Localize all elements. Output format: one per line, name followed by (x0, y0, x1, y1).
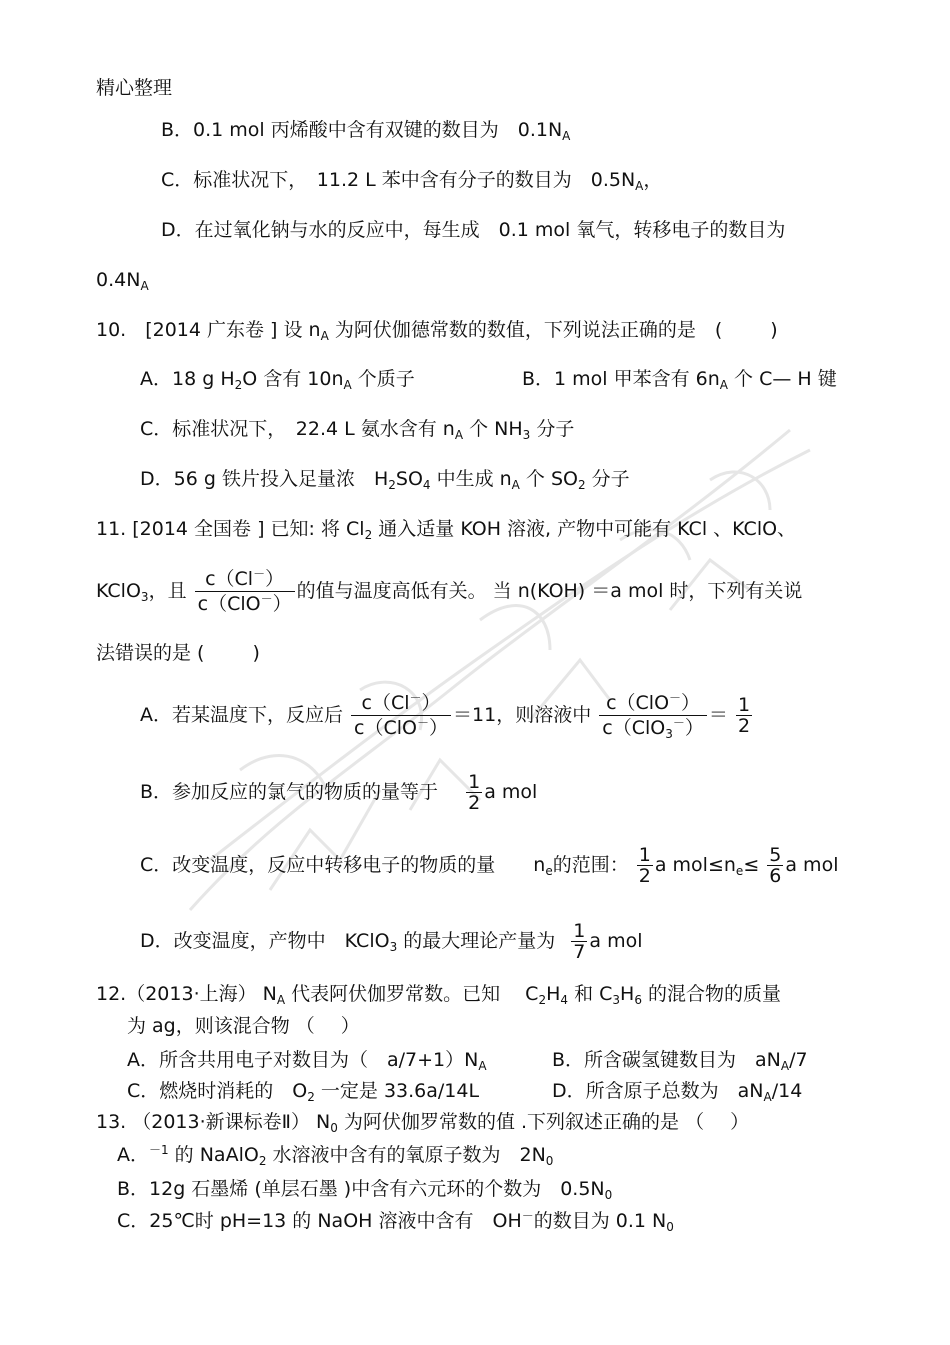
q11-a-fraction-2: $\frac{c(ClO^-)}{c(ClO_3^-)}$ (599, 692, 707, 739)
q12-option-d: D．所含原子总数为 $aN_A/14$ (552, 1080, 803, 1104)
q11-a-fraction-1: $\frac{c(Cl^-)}{c(ClO^-)}$ (351, 692, 451, 739)
q11-d-fraction: $\frac{1}{7}$ (573, 920, 586, 963)
q10-stem: 10. [2014 广东卷 ] 设 $n_A$ 为阿伏伽德常数的数值，下列说法正确的是 ( ) (96, 319, 778, 343)
q11-ratio-fraction: $\frac{c(Cl^-)}{c(ClO^-)}$ (195, 568, 295, 615)
q11-stem-line3: 法错误的是 ( ) (96, 642, 260, 664)
q11-stem-line2: KClO$_3$，且 $\frac{c(Cl^-)}{c(ClO^-)}$ 的值与温度高低有关。 当 n(KOH) ＝a mol 时，下列有关说 (96, 567, 803, 615)
q12-option-a: A．所含共用电子对数目为（ $a/7+1)N_A$ (127, 1049, 487, 1073)
q13-option-a: A．$^{-1}$ 的 NaAlO$_2$ 水溶液中含有的氧原子数为 $2N_0$ (117, 1143, 554, 1168)
q12-option-b: B．所含碳氢键数目为 $aN_A/7$ (552, 1049, 808, 1073)
q11-option-b: B．参加反应的氯气的物质的量等于 $\frac{1}{2}$ a mol (140, 771, 538, 814)
q9-option-d-cont: $0.4N_A$ (96, 269, 149, 293)
q12-option-c: C．燃烧时消耗的 $O_2$ 一定是 33.6a/14L (127, 1080, 480, 1104)
q11-option-d: D．改变温度，产物中 KClO$_3$ 的最大理论产量为 $\frac{1}{7}$ a mol (140, 920, 643, 963)
q9-option-d: D．在过氧化钠与水的反应中，每生成 0.1 mol 氧气，转移电子的数目为 (161, 219, 786, 241)
q11-c-fraction-1: $\frac{1}{2}$ (638, 844, 651, 887)
q9-option-b: B．0.1 mol 丙烯酸中含有双键的数目为 $0.1N_A$ (161, 119, 571, 143)
q11-stem: 11. [2014 全国卷 ] 已知: 将 $Cl_2$ 通入适量 KOH 溶液, 产物中可能有 KCl 、KClO、 (96, 518, 797, 542)
q13-stem: 13. （2013·新课标卷Ⅱ） $N_0$ 为阿伏伽罗常数的值 .下列叙述正确的是 （ ） (96, 1111, 750, 1135)
q13-option-c: C．25℃时 pH=13 的 NaOH 溶液中含有 OH－的数目为 0.1 $N_0$ (117, 1209, 674, 1234)
q13-option-b: B．12g 石墨烯 (单层石墨 )中含有六元环的个数为 $0.5N_0$ (117, 1178, 613, 1202)
q10-option-d: D．56 g 铁片投入足量浓 $H_2SO_4$ 中生成 $n_A$ 个 $SO_2$ 分子 (140, 468, 630, 492)
page-header: 精心整理 (96, 77, 173, 99)
q12-stem-line2: 为 ag，则该混合物 （ ） (127, 1015, 360, 1037)
q11-c-fraction-2: $\frac{5}{6}$ (769, 844, 782, 887)
q12-stem: 12.（2013·上海） $N_A$ 代表阿伏伽罗常数。已知 $C_2H_4$ 和 $C_3H_6$ 的混合物的质量 (96, 983, 782, 1007)
q10-option-b: B．1 mol 甲苯含有 $6n_A$ 个 C— H 键 (522, 368, 837, 392)
q10-option-a: A．18 g $H_2O$ 含有 $10n_A$ 个质子 (140, 368, 415, 392)
q10-option-c: C．标准状况下， 22.4 L 氨水含有 $n_A$ 个 $NH_3$ 分子 (140, 418, 575, 442)
q11-option-c: C．改变温度，反应中转移电子的物质的量 $n_e$的范围： $\frac{1}{2}$ a $mol\le n_e\le$ $\frac{5}{6}$ a mol (140, 844, 839, 887)
q9-option-c: C．标准状况下， 11.2 L 苯中含有分子的数目为 $0.5N_A$， (161, 169, 663, 193)
q11-a-fraction-3: $\frac{1}{2}$ (737, 694, 751, 737)
q11-b-fraction: $\frac{1}{2}$ (468, 771, 481, 814)
q11-option-a: A．若某温度下，反应后 $\frac{c(Cl^-)}{c(ClO^-)}$ ＝11，则溶液中 $\frac{c(ClO^-)}{c(ClO_3^-)}$ ＝ $\frac{1}{2}$ (140, 691, 751, 741)
